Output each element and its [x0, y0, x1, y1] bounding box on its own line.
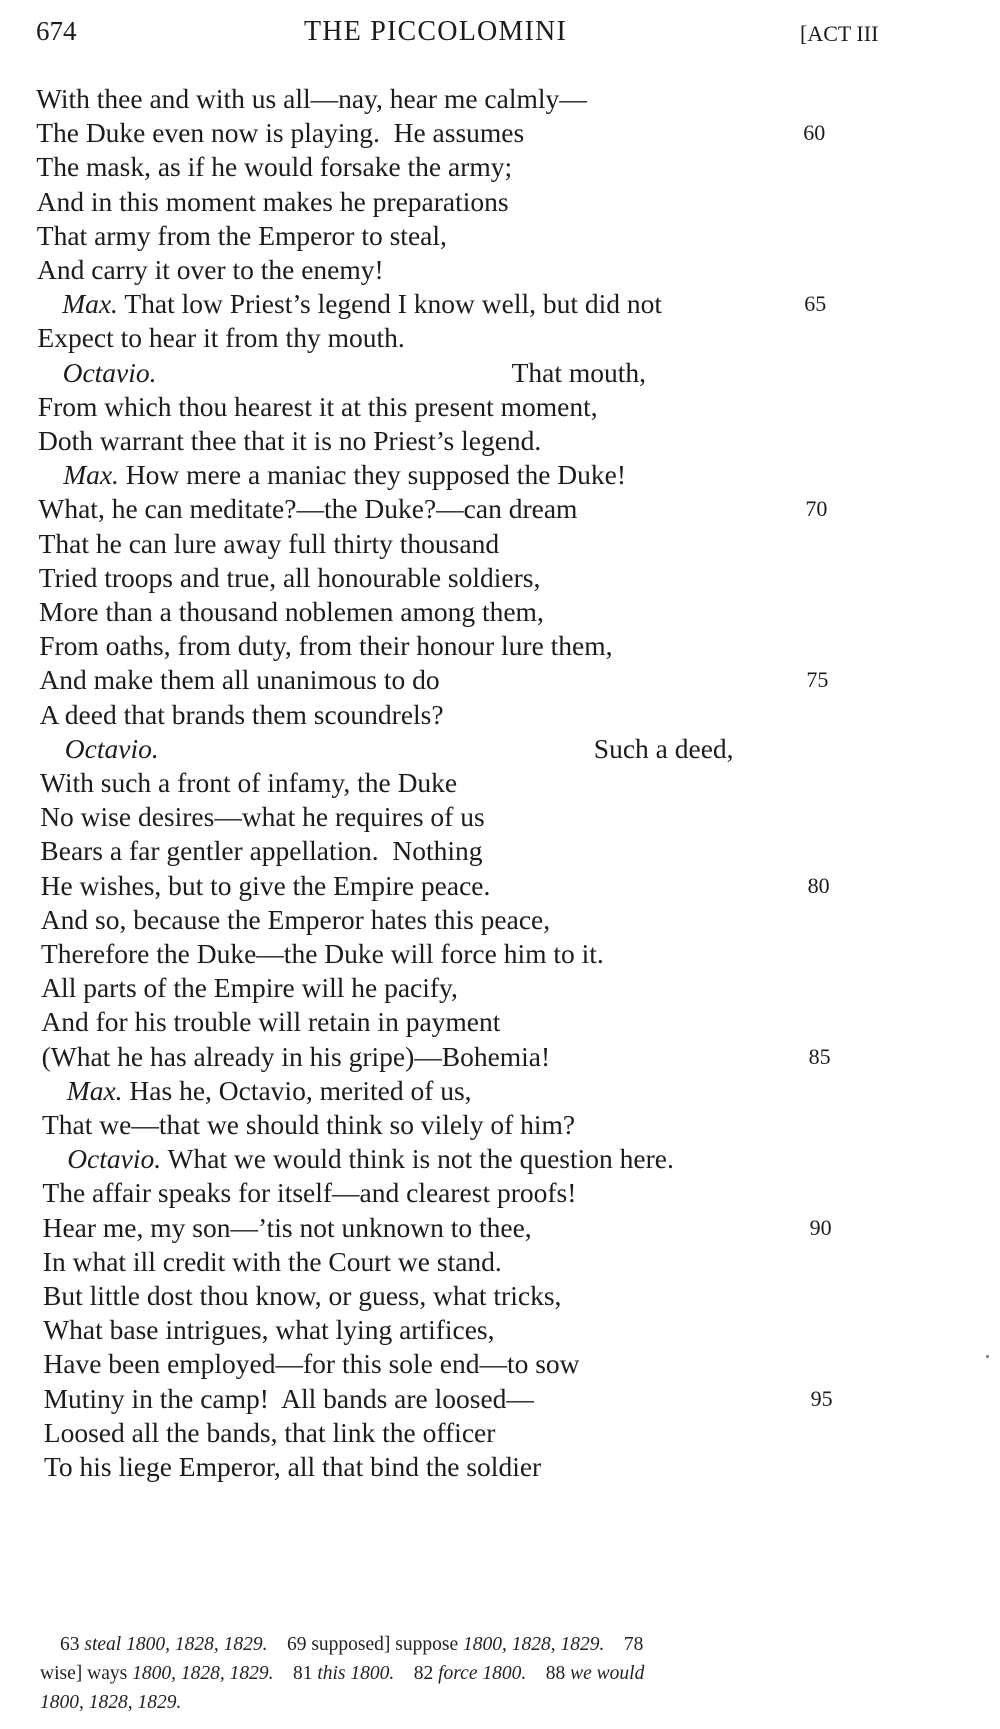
verse-text: With thee and with us all—nay, hear me calmly—	[36, 83, 587, 114]
verse-text: More than a thousand noblemen among them,	[39, 596, 544, 627]
verse-line	[37, 217, 447, 254]
speaker-name: Max.	[62, 288, 118, 320]
line-number: 60	[803, 120, 826, 146]
footnote-line	[40, 1688, 181, 1717]
verse-line	[62, 285, 662, 322]
speaker-name: Octavio.	[62, 356, 157, 388]
verse-text: That army from the Emperor to steal,	[36, 219, 447, 251]
footnote-segment: 1800, 1828, 1829.	[40, 1692, 182, 1713]
speaker-name: Max.	[66, 1074, 123, 1106]
verse-line	[43, 1243, 502, 1280]
verse-text: No wise desires—what he requires of us	[40, 801, 485, 833]
footnote-segment: 82	[394, 1663, 439, 1684]
verse-text: Doth warrant thee that it is no Priest’s legend.	[38, 425, 542, 456]
speaker-name: Octavio.	[67, 1143, 162, 1175]
verse-text: And in this moment makes he preparations	[36, 185, 509, 217]
verse-text: (What he has already in his gripe)—Bohemia!	[41, 1040, 551, 1072]
line-number: 70	[805, 496, 828, 522]
verse-text: What, he can meditate?—the Duke?—can dream	[38, 493, 578, 525]
verse-text: Expect to hear it from thy mouth.	[37, 322, 405, 354]
verse-text: Has he, Octavio, merited of us,	[122, 1074, 472, 1106]
verse-line	[63, 354, 157, 391]
line-number: 95	[810, 1385, 833, 1411]
verse-text: The affair speaks for itself—and clearest proofs!	[42, 1177, 577, 1209]
verse-line	[44, 1448, 541, 1485]
verse-line	[41, 935, 604, 972]
footnote-segment: steal 1800, 1828, 1829.	[84, 1634, 268, 1655]
verse-line	[36, 114, 524, 151]
verse-text: He wishes, but to give the Empire peace.	[40, 869, 491, 901]
footnote-segment: force 1800.	[438, 1663, 527, 1684]
verse-line	[36, 80, 587, 117]
verse-line	[43, 1345, 579, 1382]
verse-line	[41, 901, 550, 938]
verse-text: But little dost thou know, or guess, what tricks,	[43, 1280, 562, 1311]
footnote-line	[60, 1630, 643, 1659]
verse-line	[43, 1209, 532, 1246]
verse-line	[43, 1311, 494, 1348]
footnote-line	[40, 1659, 644, 1688]
verse-text: With such a front of infamy, the Duke	[40, 767, 458, 798]
footnote-segment: 1800, 1828, 1829.	[132, 1663, 274, 1684]
verse-text: That we—that we should think so vilely of him?	[42, 1109, 576, 1140]
verse-text: Mutiny in the camp! All bands are loosed—	[43, 1382, 534, 1414]
footnote-segment: 69 supposed] suppose	[267, 1634, 464, 1655]
verse-line-continuation: That mouth,	[511, 356, 647, 388]
verse-text: And for his trouble will retain in payment	[41, 1006, 501, 1038]
verse-line	[40, 798, 484, 835]
verse-text: That low Priest’s legend I know well, but did not	[117, 288, 663, 320]
verse-text: And carry it over to the enemy!	[37, 254, 384, 285]
act-marker: [ACT III	[800, 21, 879, 46]
line-number: 80	[807, 872, 830, 898]
verse-line	[42, 1174, 576, 1211]
verse-line	[38, 490, 577, 527]
verse-text: How mere a maniac they supposed the Duke!	[118, 459, 626, 491]
verse-text: The Duke even now is playing. He assumes	[36, 117, 525, 149]
footnote-segment: wise] ways	[40, 1663, 133, 1684]
line-number: 90	[809, 1214, 832, 1240]
verse-line	[39, 559, 541, 596]
line-number: 65	[804, 291, 827, 317]
verse-line	[37, 319, 404, 356]
verse-text: Loosed all the bands, that link the officer	[43, 1416, 496, 1448]
verse-line-continuation: Such a deed,	[593, 732, 734, 764]
verse-line	[67, 1140, 674, 1177]
verse-text: Tried troops and true, all honourable soldiers,	[38, 561, 541, 593]
verse-text: What base intrigues, what lying artifices,	[43, 1314, 495, 1346]
verse-text: Bears a far gentler appellation. Nothing	[40, 835, 483, 867]
verse-line	[41, 1003, 500, 1040]
verse-line	[65, 730, 159, 767]
verse-line	[37, 183, 509, 220]
line-number: 85	[808, 1043, 831, 1069]
verse-line	[44, 1414, 496, 1451]
verse-text: Hear me, my son—’tis not unknown to thee,	[42, 1211, 532, 1243]
verse-text: Have been employed—for this sole end—to sow	[43, 1348, 580, 1380]
footnote-segment: 78	[604, 1634, 644, 1655]
verse-line	[38, 388, 598, 425]
verse-text: From which thou hearest it at this present moment,	[37, 390, 598, 422]
running-title: THE PICCOLOMINI	[304, 16, 567, 47]
page-number: 674	[36, 16, 77, 46]
verse-text: A deed that brands them scoundrels?	[39, 698, 444, 730]
verse-text: In what ill credit with the Court we stand.	[42, 1245, 502, 1277]
verse-text: All parts of the Empire will he pacify,	[41, 972, 458, 1004]
verse-line	[42, 1106, 575, 1143]
verse-text: Therefore the Duke—the Duke will force him to it.	[41, 938, 604, 969]
verse-line	[39, 525, 499, 562]
verse-text: That he can lure away full thirty thousand	[38, 527, 500, 559]
verse-line	[40, 832, 482, 869]
verse-line	[44, 1380, 534, 1417]
verse-line	[39, 627, 612, 664]
verse-text: The mask, as if he would forsake the army;	[36, 151, 513, 183]
verse-line	[67, 1072, 472, 1109]
footnote-segment: 1800, 1828, 1829.	[463, 1634, 605, 1655]
footnote-segment: this 1800.	[317, 1663, 395, 1684]
verse-line	[40, 696, 444, 733]
speaker-name: Octavio.	[64, 732, 159, 764]
verse-line	[40, 764, 457, 801]
verse-line	[39, 593, 544, 630]
verse-line	[36, 148, 512, 185]
line-number: 75	[806, 667, 829, 693]
footnote-segment: 63	[60, 1634, 85, 1655]
ink-speck	[986, 1355, 989, 1358]
verse-line	[37, 251, 384, 288]
verse-text: And so, because the Emperor hates this peace,	[40, 903, 551, 935]
speaker-name: Max.	[63, 459, 119, 491]
verse-line	[43, 1277, 561, 1314]
verse-line	[41, 867, 491, 904]
verse-line	[42, 1038, 551, 1075]
verse-line	[38, 422, 541, 459]
verse-line	[41, 969, 458, 1006]
footnote-segment: 81	[273, 1663, 318, 1684]
footnote-segment: 88	[526, 1663, 571, 1684]
verse-line	[39, 661, 439, 698]
verse-text: To his liege Emperor, all that bind the soldier	[44, 1451, 542, 1482]
verse-text: From oaths, from duty, from their honour lure them,	[39, 630, 613, 662]
verse-line	[63, 456, 626, 493]
verse-text: What we would think is not the question here.	[161, 1143, 674, 1175]
verse-text: And make them all unanimous to do	[39, 664, 440, 696]
footnote-segment: we would	[570, 1663, 645, 1684]
